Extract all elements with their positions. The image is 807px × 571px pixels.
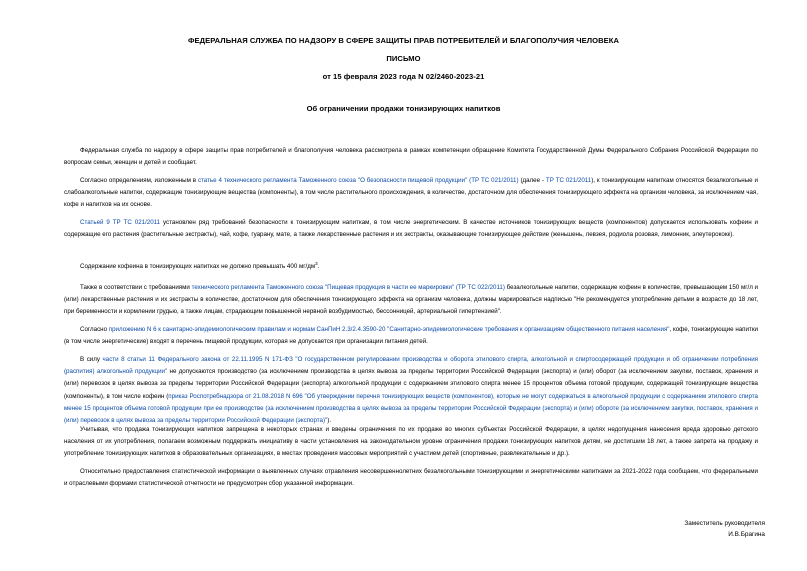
paragraph-6-text-a: Согласно — [80, 326, 109, 333]
paragraph-4-text: Содержание кофеина в тонизирующих напитках не должно превышать 400 мг/дм — [80, 263, 316, 271]
link-tr-ts-021[interactable]: ТР ТС 021/2011 — [545, 177, 592, 184]
paragraph-2-text-b: (далее - — [518, 177, 546, 184]
signature-name: И.В.Брагина — [728, 531, 765, 538]
paragraph-1 — [64, 145, 758, 169]
paragraph-2-text-a: Согласно определениям, изложенным в — [80, 177, 198, 184]
document-type: ПИСЬМО — [386, 54, 421, 63]
paragraph-9 — [64, 466, 758, 490]
signature-block — [684, 518, 765, 540]
link-article-9-tr-ts-021[interactable]: Статьей 9 ТР ТС 021/2011 — [80, 219, 161, 226]
link-tr-ts-022[interactable]: технического регламента Таможенного союза "Пищевая продукция в части ее маркировки" (ТР ТС 022/2011) — [191, 284, 505, 291]
document-date-number: от 15 февраля 2023 года N 02/2460-2023-21 — [322, 72, 485, 81]
paragraph-8-text: Учитывая, что продажа тонизирующих напитков запрещена в некоторых странах и введены ограничения по их продаже во многих субъектах Российской Федерации, в целях недопущения нанесения вреда здоровью детского населения от их употребления, полагаем возможным поддержать инициативу в части установления на законодательном уровне ограничения продажи тонизирующих напитков детям, не достигшим 18 лет, а также запрета на продажу и употребление тонизирующих напитков в образовательных организациях, в местах проведения массовых мероприятий с участием детей (спортивные, развлекательные и др.). — [64, 426, 758, 458]
link-tr-ts-021-article-4[interactable]: статье 4 технического регламента Таможенного союза "О безопасности пищевой продукции" (ТР ТС 021/2011) — [197, 177, 519, 184]
paragraph-3 — [64, 217, 758, 241]
signature-position: Заместитель руководителя — [684, 520, 765, 527]
link-sanpin-appendix-6[interactable]: приложению N 6 к санитарно-эпидемиологическим правилам и нормам СанПиН 2.3/2.4.3590-20 "Санитарно-эпидемиологические требования к организациям общественного питания населения" — [108, 326, 670, 333]
paragraph-6-text-b: , кофе, тонизирующие напитки (в том числе энергетические) входят в перечень пищевой продукции, которая не допускается при организации питания детей. — [64, 326, 758, 346]
paragraph-7-text-a: В силу — [80, 356, 103, 363]
paragraph-5 — [64, 282, 758, 319]
paragraph-2 — [64, 175, 758, 212]
paragraph-1-text: Федеральная служба по надзору в сфере защиты прав потребителей и благополучия человека рассмотрела в рамках компетенции обращение Комитета Государственной Думы Федерального Собрания Российской Федерации по вопросам семьи, женщин и детей и сообщает. — [64, 147, 758, 167]
paragraph-4-end: . — [317, 263, 320, 271]
paragraph-7 — [64, 354, 758, 427]
paragraph-8 — [64, 424, 758, 461]
paragraph-2-text-c: ), к тонизирующим напиткам относятся безалкогольные и слабоалкогольные напитки, содержащие тонизирующие вещества (компоненты), в том числе растительного происхождения, в количестве, достаточном для обеспечения тонизирующего эффекта на организм человека, за исключением чая, кофе и напитков на их основе. — [64, 177, 758, 209]
agency-heading: ФЕДЕРАЛЬНАЯ СЛУЖБА ПО НАДЗОРУ В СФЕРЕ ЗАЩИТЫ ПРАВ ПОТРЕБИТЕЛЕЙ И БЛАГОПОЛУЧИЯ ЧЕЛОВЕКА — [188, 36, 619, 45]
paragraph-3-text: установлен ряд требований безопасности к тонизирующим напиткам, в том числе энергетическим. В качестве источников тонизирующих веществ (компонентов) допускается использовать кофеин и содержащие его растения (растительные экстракты), чай, кофе, гуарану, мате, а также лекарственные растения и их экстракты, оказывающие тонизирующее действие (женьшень, левзея, родиола розовая, лимонник, элеутерококк). — [64, 219, 759, 239]
paragraph-7-text-c: ). — [327, 417, 332, 425]
paragraph-4 — [64, 258, 758, 273]
paragraph-5-text-b: безалкогольные напитки, содержащие кофеин в количестве, превышающем 150 мг/л и (или) лекарственные растения и их экстракты в количестве, достаточном для обеспечения тонизирующего эффекта на организм человека, должны маркироваться надписью "Не рекомендуется употребление детьми в возрасте до 18 лет, при беременности и кормлении грудью, а также лицам, страдающим повышенной нервной возбудимостью, бессонницей, артериальной гипертензией". — [64, 284, 758, 316]
link-federal-law-171-fz[interactable]: части 8 статьи 11 Федерального закона от 22.11.1995 N 171-ФЗ "О государственном регулировании производства и оборота этилового спирта, алкогольной и спиртосодержащей продукции и об ограничении потребления (распития) алкогольной продукции" — [64, 356, 759, 376]
paragraph-7-text-b: не допускаются производство (за исключением производства в целях вывоза за пределы территории Российской Федерации (экспорта) и (или) оборот (за исключением закупки, поставок, хранения и (или) перевозок в целях вывоза за пределы территории Российской Федерации (экспорта) алкогольной продукции с содержанием этилового спирта менее 15 процентов объема готовой продукции, содержащей тонизирующие вещества (компоненты), в том числе кофеин ( — [64, 368, 758, 400]
paragraph-5-text-a: Также в соответствии с требованиями — [80, 284, 192, 291]
paragraph-9-text: Относительно предоставления статистической информации о выявленных случаях отравления несовершеннолетних безалкогольными тонизирующими и энергетическими напитками за 2021-2022 года сообщаем, что федеральными и отраслевыми формами статистической отчетности не предусмотрен сбор указанной информации. — [64, 468, 758, 488]
link-order-696[interactable]: приказ Роспотребнадзора от 21.08.2018 N 696 "Об утверждении перечня тонизирующих веществ (компонентов), которые не могут содержаться в алкогольной продукции с содержанием этилового спирта менее 15 процентов объема готовой продукции при ее производстве (за исключением производства в целях вывоза за пределы территории Российской Федерации (экспорта) и (или) обороте (за исключением закупки, поставок, хранения и (или) перевозок в целях вывоза за пределы территории Российской Федерации (экспорта)" — [64, 392, 758, 425]
paragraph-6 — [64, 324, 758, 348]
paragraph-4-superscript: 3 — [315, 261, 318, 266]
document-subject: Об ограничении продажи тонизирующих напитков — [306, 104, 501, 113]
